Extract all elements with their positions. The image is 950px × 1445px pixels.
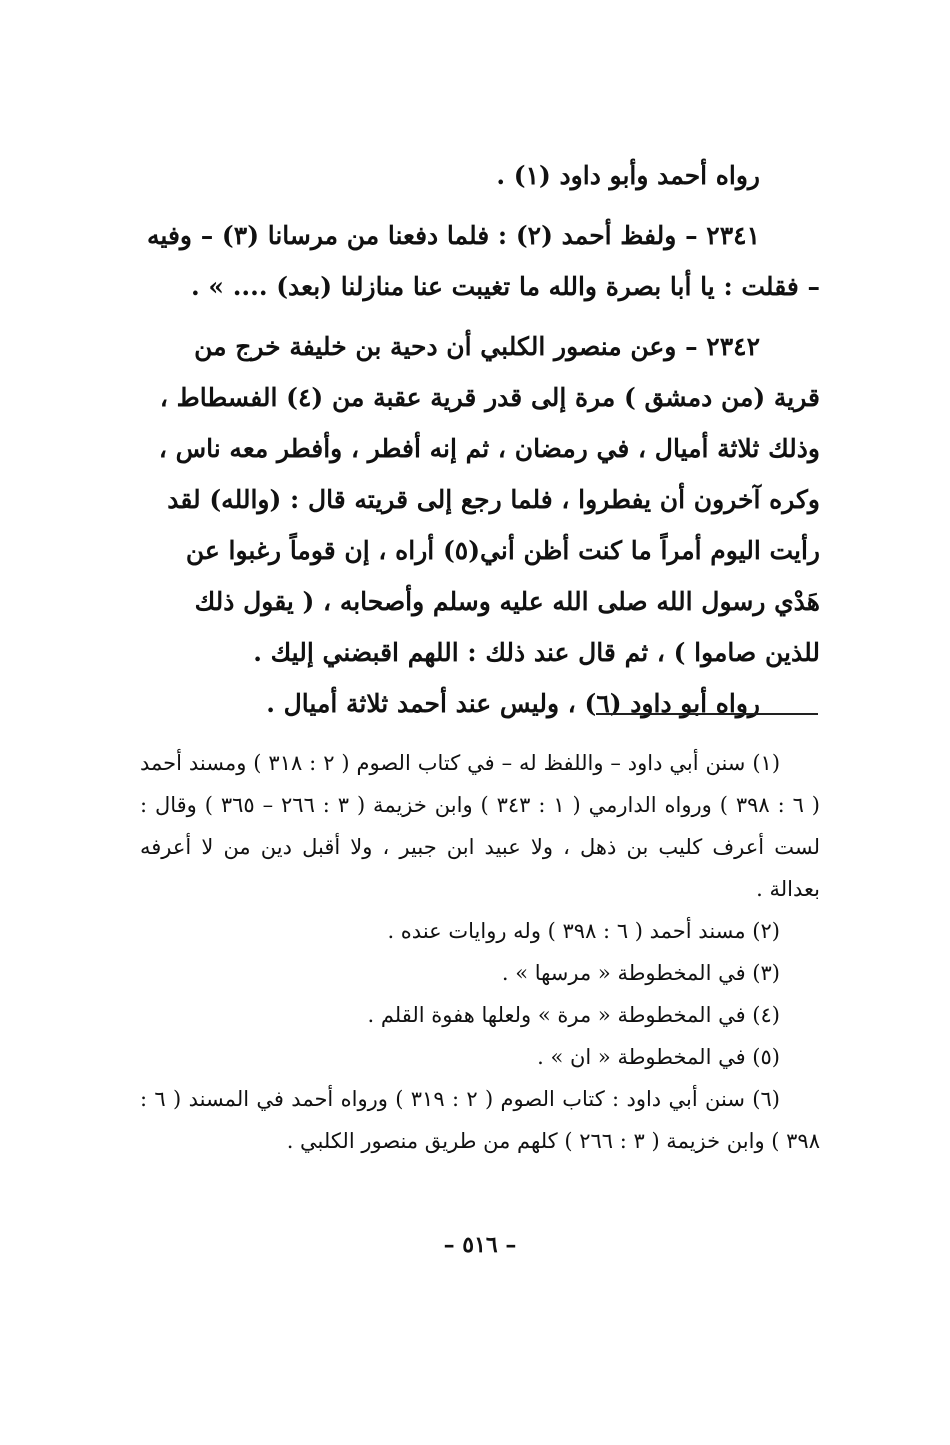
footnote-3: (٣) في المخطوطة « مرسها » . (501, 961, 780, 985)
footnote-6: (٦) سنن أبي داود : كتاب الصوم ( ٢ : ٣١٩ ) ورواه أحمد في المسند ( ٦ : ٣٩٨ ) وابن خزيمة ( ٣ : ٢٦٦ ) كلهم من طريق منصور الكلبي . (140, 1087, 820, 1153)
footnote-1: (١) سنن أبي داود – واللفظ له – في كتاب الصوم ( ٢ : ٣١٨ ) ومسند أحمد ( ٦ : ٣٩٨ ) ورواه الدارمي ( ١ : ٣٤٣ ) وابن خزيمة ( ٣ : ٢٦٦ – ٣٦٥ ) وقال : لست أعرف كليب بن ذهل ، ولا عبيد ابن جبير ، ولا أقبل دين من لا أعرفه بعدالة . (140, 751, 820, 901)
narration-closing-line: رواه أبو داود (٦) ، وليس عند أحمد ثلاثة أميال . (266, 689, 760, 718)
page-number: – ٥١٦ – (443, 1232, 517, 1258)
footnote-divider (596, 713, 818, 715)
footnote-5: (٥) في المخطوطة « ان » . (537, 1045, 780, 1069)
footnotes-block (140, 742, 820, 1162)
hadith-2341: ٢٣٤١ – ولفظ أحمد (٢) : فلما دفعنا من مرسانا (٣) – وفيه – فقلت : يا أبا بصرة والله ما تغيبت عنا منازلنا (بعد) .... » . (147, 221, 820, 301)
hadith-2342: ٢٣٤٢ – وعن منصور الكلبي أن دحية بن خليفة خرج من قرية (من دمشق ) مرة إلى قدر قرية عقبة من (٤) الفسطاط ، وذلك ثلاثة أميال ، في رمضان ، ثم إنه أفطر ، وأفطر معه ناس ، وكره آخرون أن يفطروا ، فلما رجع إلى قريته قال : (والله) لقد رأيت اليوم أمراً ما كنت أظن أني(٥) أراه ، إن قوماً رغبوا عن هَدْي رسول الله صلى الله عليه وسلم وأصحابه ، ( يقول ذلك للذين صاموا ) ، ثم قال عند ذلك : اللهم اقبضني إليك . (158, 332, 820, 667)
main-text-block (140, 150, 820, 729)
footnote-4: (٤) في المخطوطة « مرة » ولعلها هفوة القلم . (367, 1003, 780, 1027)
narration-line: رواه أحمد وأبو داود (١) . (496, 161, 760, 190)
footnote-2: (٢) مسند أحمد ( ٦ : ٣٩٨ ) وله روايات عنده . (387, 919, 780, 943)
